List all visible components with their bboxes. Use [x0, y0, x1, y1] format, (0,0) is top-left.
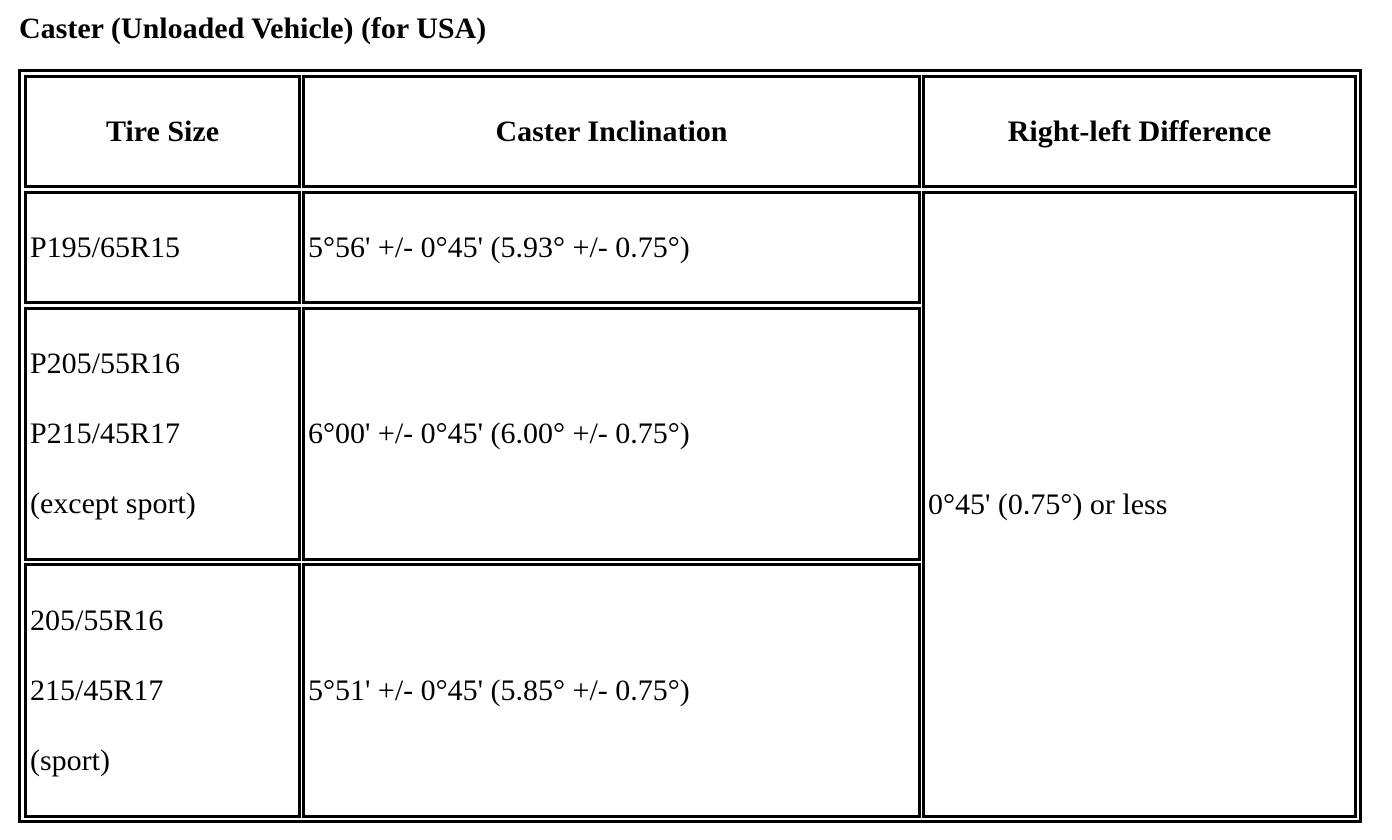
right-left-difference-value: 0°45' (0.75°) or less: [928, 487, 1168, 521]
header-tire-size-label: Tire Size: [105, 114, 220, 148]
caster-inclination-value: 6°00' +/- 0°45' (6.00° +/- 0.75°): [308, 417, 690, 450]
table-row-2-caster-inclination: [302, 307, 921, 561]
tire-size-value: 215/45R17: [30, 673, 164, 707]
tire-size-note: (except sport): [30, 487, 196, 520]
table-row-3-tire-size: [24, 563, 301, 818]
right-left-difference-cell: [922, 191, 1357, 818]
tire-size-value: P215/45R17: [30, 417, 181, 450]
tire-size-note: (sport): [30, 743, 110, 777]
table-row-1-caster-inclination: [302, 191, 921, 304]
header-right-left-difference-label: Right-left Difference: [1007, 114, 1272, 148]
caster-inclination-value: 5°56' +/- 0°45' (5.93° +/- 0.75°): [308, 230, 690, 264]
caster-inclination-value: 5°51' +/- 0°45' (5.85° +/- 0.75°): [308, 673, 690, 707]
tire-size-value: P195/65R15: [30, 230, 181, 264]
header-tire-size: [24, 75, 301, 188]
page-title: Caster (Unloaded Vehicle) (for USA): [19, 12, 487, 45]
header-caster-inclination-label: Caster Inclination: [495, 114, 728, 148]
tire-size-value: P205/55R16: [30, 347, 181, 380]
header-right-left-difference: [922, 75, 1357, 188]
table-row-3-caster-inclination: [302, 563, 921, 818]
tire-size-value: 205/55R16: [30, 603, 164, 637]
table-row-2-tire-size: [24, 307, 301, 561]
header-caster-inclination: [302, 75, 921, 188]
table-row-1-tire-size: [24, 191, 301, 304]
